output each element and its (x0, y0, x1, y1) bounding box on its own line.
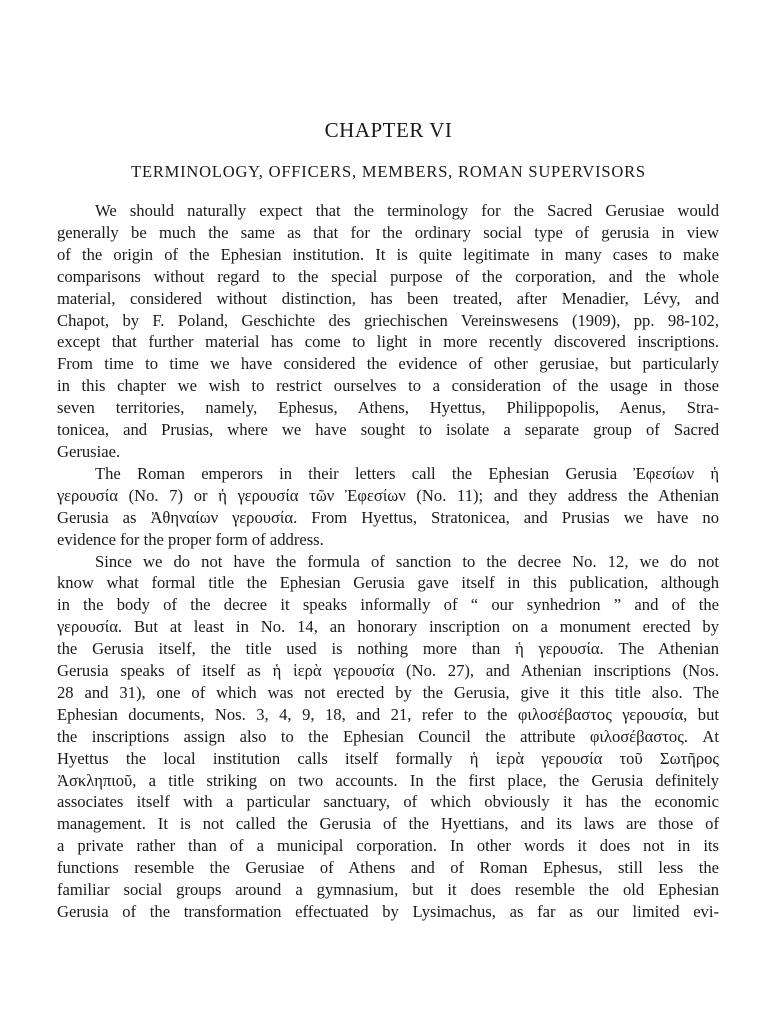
text-line: Gerusia speaks of itself as ἡ ἱερὰ γερουσία (No. 27), and Athenian inscriptions (Nos. (57, 661, 719, 681)
text-line: From time to time we have considered the evidence of other gerusiae, but particularly (57, 354, 719, 374)
text-line: γερουσία. But at least in No. 14, an honorary inscription on a monument erected by (57, 617, 719, 637)
body-text (57, 200, 719, 923)
text-line: associates itself with a particular sanctuary, of which obviously it has the economic (57, 792, 719, 812)
text-line: Gerusia of the transformation effectuated by Lysimachus, as far as our limited evi- (57, 902, 719, 921)
text-line: comparisons without regard to the special purpose of the corporation, and the whole (57, 266, 719, 286)
paragraph-2 (57, 463, 719, 551)
paragraph-3 (57, 551, 719, 923)
text-line: Gerusiae. (57, 441, 121, 461)
text-line: evidence for the proper form of address. (57, 529, 324, 549)
paragraph-1 (57, 200, 719, 463)
text-line: The Roman emperors in their letters call the Ephesian Gerusia Ἐφεσίων ἡ (95, 463, 719, 483)
text-line: Since we do not have the formula of sanction to the decree No. 12, we do not (95, 551, 719, 571)
text-line: except that further material has come to light in more recently discovered inscriptions. (57, 332, 719, 352)
text-line: Ἀσκληπιοῦ, a title striking on two accounts. In the first place, the Gerusia definitely (57, 770, 719, 790)
text-line: of the origin of the Ephesian institution. It is quite legitimate in many cases to make (57, 244, 719, 264)
text-line: Ephesian documents, Nos. 3, 4, 9, 18, and 21, refer to the φιλοσέβαστος γερουσία, but (57, 704, 719, 724)
text-line: management. It is not called the Gerusia of the Hyettians, and its laws are those of (57, 814, 719, 834)
text-line: a private rather than of a municipal corporation. In other words it does not in its (57, 836, 719, 856)
text-line: seven territories, namely, Ephesus, Athens, Hyettus, Philippopolis, Aenus, Stra- (57, 398, 719, 418)
text-line: the Gerusia itself, the title used is nothing more than ἡ γερουσία. The Athenian (57, 639, 719, 659)
text-line: generally be much the same as that for the ordinary social type of gerusia in view (57, 222, 719, 242)
chapter-subtitle: TERMINOLOGY, OFFICERS, MEMBERS, ROMAN SUPERVISORS (131, 162, 646, 181)
text-line: Chapot, by F. Poland, Geschichte des griechischen Vereinswesens (1909), pp. 98-102, (57, 310, 719, 330)
chapter-heading: CHAPTER VI (324, 118, 453, 142)
text-line: material, considered without distinction, has been treated, after Menadier, Lévy, and (57, 288, 719, 308)
text-line: know what formal title the Ephesian Gerusia gave itself in this publication, although (57, 573, 719, 593)
text-line: functions resemble the Gerusiae of Athens and of Roman Ephesus, still less the (57, 858, 719, 878)
text-line: 28 and 31), one of which was not erected by the Gerusia, give it this title also. The (57, 682, 719, 702)
text-line: We should naturally expect that the terminology for the Sacred Gerusiae would (95, 201, 719, 220)
text-line: in this chapter we wish to restrict ourselves to a consideration of the usage in those (57, 376, 719, 396)
text-line: Hyettus the local institution calls itself formally ἡ ἱερὰ γερουσία τοῦ Σωτῆρος (57, 748, 719, 768)
text-line: γερουσία (No. 7) or ἡ γερουσία τῶν Ἐφεσίων (No. 11); and they address the Athenian (57, 485, 719, 505)
text-line: familiar social groups around a gymnasium, but it does resemble the old Ephesian (57, 880, 719, 900)
text-line: the inscriptions assign also to the Ephesian Council the attribute φιλοσέβαστος. At (57, 726, 719, 746)
text-line: tonicea, and Prusias, where we have sought to isolate a separate group of Sacred (57, 420, 719, 440)
text-line: in the body of the decree it speaks informally of “ our synhedrion ” and of the (57, 595, 719, 615)
text-line: Gerusia as Ἀθηναίων γερουσία. From Hyettus, Stratonicea, and Prusias we have no (57, 507, 719, 527)
